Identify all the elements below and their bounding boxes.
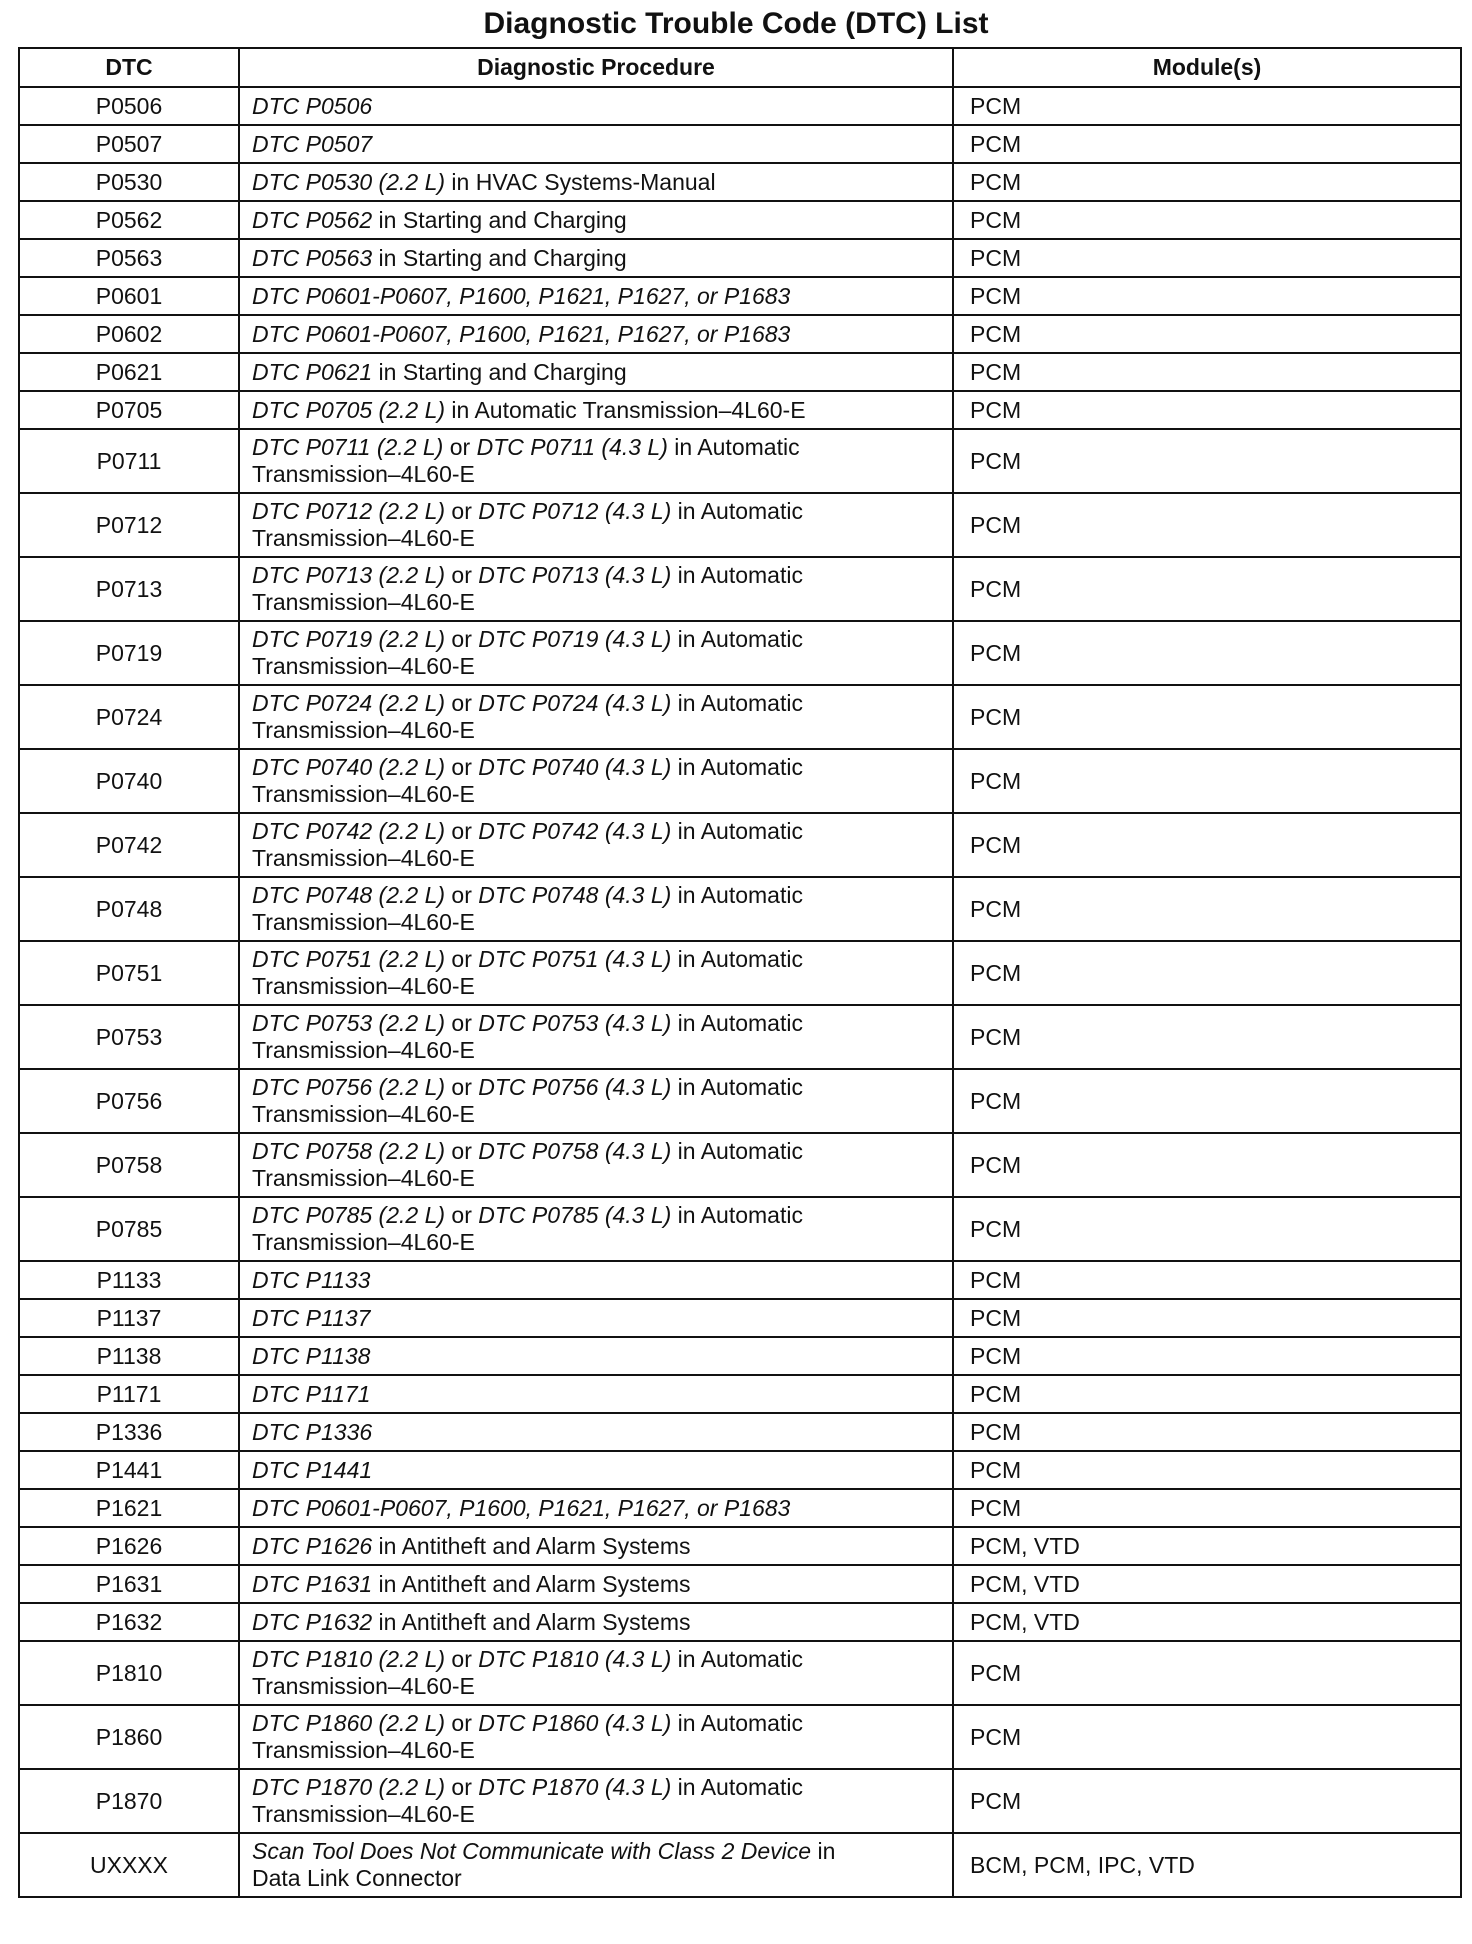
modules-cell: PCM <box>953 125 1461 163</box>
procedure-link-4-3l: DTC P0751 (4.3 L) <box>478 946 672 972</box>
procedure-link: DTC P0507 <box>252 130 373 157</box>
dtc-code-cell: P0506 <box>19 87 239 125</box>
procedure-location-text: Transmission–4L60-E <box>252 973 475 999</box>
procedure-link-4-3l: DTC P0724 (4.3 L) <box>478 690 672 716</box>
procedure-location-text: Transmission–4L60-E <box>252 1165 475 1191</box>
procedure-link-2-2l: DTC P1870 (2.2 L) <box>252 1774 446 1800</box>
dtc-code-cell: P0753 <box>19 1005 239 1069</box>
procedure-location-text: Transmission–4L60-E <box>252 1101 475 1127</box>
modules-cell: PCM <box>953 1641 1461 1705</box>
dtc-code-cell: P0748 <box>19 877 239 941</box>
procedure-location-text: Transmission–4L60-E <box>252 717 475 743</box>
modules-cell: PCM <box>953 239 1461 277</box>
procedure-link: DTC P0530 (2.2 L) <box>252 168 446 195</box>
procedure-location-text: Transmission–4L60-E <box>252 909 475 935</box>
dtc-code-cell: P0562 <box>19 201 239 239</box>
modules-cell: PCM <box>953 1451 1461 1489</box>
diagnostic-procedure-cell <box>239 1565 953 1603</box>
dtc-code-cell: P1336 <box>19 1413 239 1451</box>
diagnostic-procedure-cell <box>239 1769 953 1833</box>
procedure-link-2-2l: DTC P0713 (2.2 L) <box>252 562 446 588</box>
modules-cell: PCM <box>953 685 1461 749</box>
modules-cell: PCM <box>953 1705 1461 1769</box>
procedure-link-2-2l: DTC P0758 (2.2 L) <box>252 1138 446 1164</box>
modules-cell: PCM <box>953 749 1461 813</box>
diagnostic-procedure-cell <box>239 315 953 353</box>
procedure-link: DTC P0601-P0607, P1600, P1621, P1627, or P1683 <box>252 1494 791 1521</box>
table-row <box>19 201 1461 239</box>
modules-cell: PCM <box>953 813 1461 877</box>
diagnostic-procedure-cell <box>239 493 953 557</box>
table-row <box>19 1489 1461 1527</box>
procedure-location-text: Transmission–4L60-E <box>252 525 475 551</box>
procedure-link: DTC P0506 <box>252 92 373 119</box>
table-row <box>19 239 1461 277</box>
diagnostic-procedure-cell <box>239 1069 953 1133</box>
procedure-link-4-3l: DTC P0758 (4.3 L) <box>478 1138 672 1164</box>
dtc-code-cell: P0530 <box>19 163 239 201</box>
procedure-or-text: or <box>445 946 479 972</box>
procedure-link-4-3l: DTC P0756 (4.3 L) <box>478 1074 672 1100</box>
procedure-location-text: in Automatic <box>671 1074 803 1100</box>
dtc-code-cell: P1171 <box>19 1375 239 1413</box>
procedure-or-text: or <box>445 626 479 652</box>
modules-cell: PCM <box>953 1133 1461 1197</box>
diagnostic-procedure-cell <box>239 1133 953 1197</box>
procedure-link: DTC P0601-P0607, P1600, P1621, P1627, or P1683 <box>252 282 791 309</box>
diagnostic-procedure-cell <box>239 685 953 749</box>
diagnostic-procedure-cell <box>239 1375 953 1413</box>
procedure-location-text: in <box>811 1838 836 1864</box>
procedure-link-4-3l: DTC P0742 (4.3 L) <box>478 818 672 844</box>
table-row <box>19 1197 1461 1261</box>
procedure-link: DTC P1441 <box>252 1456 373 1483</box>
modules-cell: PCM <box>953 1413 1461 1451</box>
diagnostic-procedure-cell <box>239 87 953 125</box>
procedure-link-4-3l: DTC P0740 (4.3 L) <box>478 754 672 780</box>
table-row <box>19 557 1461 621</box>
modules-cell: PCM <box>953 1769 1461 1833</box>
procedure-link-4-3l: DTC P1870 (4.3 L) <box>478 1774 672 1800</box>
procedure-location-text: Transmission–4L60-E <box>252 1801 475 1827</box>
modules-cell: PCM, VTD <box>953 1603 1461 1641</box>
diagnostic-procedure-cell <box>239 1451 953 1489</box>
header-modules: Module(s) <box>953 48 1461 87</box>
procedure-location-text: Transmission–4L60-E <box>252 589 475 615</box>
procedure-link-4-3l: DTC P0785 (4.3 L) <box>478 1202 672 1228</box>
procedure-location-text: in Automatic <box>671 882 803 908</box>
procedure-link-2-2l: DTC P0753 (2.2 L) <box>252 1010 446 1036</box>
procedure-link: DTC P1626 <box>252 1532 373 1559</box>
modules-cell: PCM <box>953 1005 1461 1069</box>
procedure-location-text: in Automatic <box>671 1646 803 1672</box>
diagnostic-procedure-cell <box>239 877 953 941</box>
modules-cell: PCM <box>953 163 1461 201</box>
procedure-link: DTC P1336 <box>252 1418 373 1445</box>
modules-cell: PCM <box>953 429 1461 493</box>
diagnostic-procedure-cell <box>239 1337 953 1375</box>
dtc-code-cell: P1631 <box>19 1565 239 1603</box>
table-row <box>19 163 1461 201</box>
procedure-link-2-2l: DTC P0785 (2.2 L) <box>252 1202 446 1228</box>
table-row <box>19 1413 1461 1451</box>
procedure-link: Scan Tool Does Not Communicate with Class 2 Device <box>252 1838 812 1864</box>
table-row <box>19 125 1461 163</box>
procedure-location-text: Data Link Connector <box>252 1865 462 1891</box>
procedure-location-text: in Automatic <box>671 1710 803 1736</box>
dtc-code-cell: P0719 <box>19 621 239 685</box>
modules-cell: PCM <box>953 941 1461 1005</box>
diagnostic-procedure-cell <box>239 239 953 277</box>
table-row <box>19 941 1461 1005</box>
diagnostic-procedure-cell <box>239 1641 953 1705</box>
diagnostic-procedure-cell <box>239 429 953 493</box>
table-row <box>19 749 1461 813</box>
table-row <box>19 493 1461 557</box>
procedure-link: DTC P1138 <box>252 1342 371 1369</box>
procedure-link-4-3l: DTC P0712 (4.3 L) <box>478 498 672 524</box>
procedure-or-text: or <box>445 1646 479 1672</box>
modules-cell: PCM <box>953 315 1461 353</box>
modules-cell: PCM, VTD <box>953 1565 1461 1603</box>
dtc-code-cell: P0724 <box>19 685 239 749</box>
dtc-code-cell: P1860 <box>19 1705 239 1769</box>
modules-cell: PCM <box>953 557 1461 621</box>
dtc-code-cell: P0621 <box>19 353 239 391</box>
procedure-location-text: Transmission–4L60-E <box>252 1229 475 1255</box>
procedure-location-text: Transmission–4L60-E <box>252 653 475 679</box>
procedure-link-2-2l: DTC P0756 (2.2 L) <box>252 1074 446 1100</box>
procedure-link-2-2l: DTC P0712 (2.2 L) <box>252 498 446 524</box>
modules-cell: PCM <box>953 87 1461 125</box>
dtc-code-cell: P0507 <box>19 125 239 163</box>
table-row <box>19 87 1461 125</box>
procedure-or-text: or <box>445 1074 479 1100</box>
diagnostic-procedure-cell <box>239 621 953 685</box>
dtc-code-cell: P0740 <box>19 749 239 813</box>
dtc-code-cell: P1137 <box>19 1299 239 1337</box>
dtc-code-cell: P1133 <box>19 1261 239 1299</box>
procedure-location-text: in Starting and Charging <box>372 358 627 385</box>
modules-cell: PCM <box>953 391 1461 429</box>
modules-cell: PCM <box>953 1261 1461 1299</box>
modules-cell: BCM, PCM, IPC, VTD <box>953 1833 1461 1897</box>
modules-cell: PCM <box>953 1299 1461 1337</box>
modules-cell: PCM <box>953 621 1461 685</box>
procedure-location-text: in Automatic <box>667 434 800 460</box>
procedure-link: DTC P0562 <box>252 206 373 233</box>
dtc-code-cell: P0602 <box>19 315 239 353</box>
procedure-location-text: Transmission–4L60-E <box>252 781 475 807</box>
procedure-location-text: in Automatic <box>671 754 803 780</box>
diagnostic-procedure-cell <box>239 813 953 877</box>
dtc-code-cell: P1632 <box>19 1603 239 1641</box>
procedure-link-4-3l: DTC P0753 (4.3 L) <box>478 1010 672 1036</box>
diagnostic-procedure-cell <box>239 125 953 163</box>
procedure-location-text: in Automatic <box>671 1010 803 1036</box>
dtc-code-cell: P1441 <box>19 1451 239 1489</box>
procedure-link: DTC P1133 <box>252 1266 371 1293</box>
procedure-link-4-3l: DTC P0711 (4.3 L) <box>476 434 668 460</box>
procedure-link-2-2l: DTC P1810 (2.2 L) <box>252 1646 446 1672</box>
procedure-location-text: in Automatic <box>671 1202 803 1228</box>
procedure-location-text: Transmission–4L60-E <box>252 1673 475 1699</box>
diagnostic-procedure-cell <box>239 1261 953 1299</box>
procedure-link-4-3l: DTC P1810 (4.3 L) <box>478 1646 672 1672</box>
procedure-link-2-2l: DTC P0751 (2.2 L) <box>252 946 446 972</box>
procedure-link-4-3l: DTC P1860 (4.3 L) <box>478 1710 672 1736</box>
dtc-code-cell: P1621 <box>19 1489 239 1527</box>
dtc-code-cell: P0785 <box>19 1197 239 1261</box>
dtc-code-cell: P1138 <box>19 1337 239 1375</box>
procedure-location-text: in Automatic <box>671 946 803 972</box>
table-row <box>19 1705 1461 1769</box>
procedure-or-text: or <box>445 818 479 844</box>
procedure-link: DTC P0563 <box>252 244 373 271</box>
modules-cell: PCM <box>953 277 1461 315</box>
procedure-location-text: in Automatic Transmission–4L60-E <box>445 396 806 423</box>
procedure-location-text: in Antitheft and Alarm Systems <box>372 1532 691 1559</box>
dtc-code-cell: P0601 <box>19 277 239 315</box>
modules-cell: PCM <box>953 201 1461 239</box>
table-row <box>19 1833 1461 1897</box>
table-row <box>19 1069 1461 1133</box>
table-row <box>19 877 1461 941</box>
procedure-link: DTC P0705 (2.2 L) <box>252 396 446 423</box>
procedure-location-text: in HVAC Systems-Manual <box>445 168 716 195</box>
table-row <box>19 1603 1461 1641</box>
diagnostic-procedure-cell <box>239 201 953 239</box>
diagnostic-procedure-cell <box>239 353 953 391</box>
procedure-link-2-2l: DTC P0740 (2.2 L) <box>252 754 446 780</box>
diagnostic-procedure-cell <box>239 1005 953 1069</box>
table-row <box>19 1527 1461 1565</box>
table-row <box>19 1565 1461 1603</box>
procedure-link-4-3l: DTC P0719 (4.3 L) <box>478 626 672 652</box>
procedure-link-2-2l: DTC P0719 (2.2 L) <box>252 626 446 652</box>
dtc-code-cell: P0756 <box>19 1069 239 1133</box>
dtc-code-cell: P0751 <box>19 941 239 1005</box>
procedure-link: DTC P1632 <box>252 1608 373 1635</box>
modules-cell: PCM <box>953 1489 1461 1527</box>
table-row <box>19 277 1461 315</box>
diagnostic-procedure-cell <box>239 1413 953 1451</box>
header-procedure: Diagnostic Procedure <box>239 48 953 87</box>
procedure-location-text: in Automatic <box>671 818 803 844</box>
procedure-location-text: in Automatic <box>671 1138 803 1164</box>
diagnostic-procedure-cell <box>239 391 953 429</box>
procedure-or-text: or <box>445 498 479 524</box>
procedure-or-text: or <box>445 1710 479 1736</box>
table-row <box>19 685 1461 749</box>
procedure-or-text: or <box>445 1138 479 1164</box>
procedure-or-text: or <box>445 690 479 716</box>
procedure-location-text: in Antitheft and Alarm Systems <box>372 1608 691 1635</box>
diagnostic-procedure-cell <box>239 1299 953 1337</box>
dtc-code-cell: P0563 <box>19 239 239 277</box>
procedure-location-text: Transmission–4L60-E <box>252 1037 475 1063</box>
table-row <box>19 1375 1461 1413</box>
procedure-link-2-2l: DTC P1860 (2.2 L) <box>252 1710 446 1736</box>
diagnostic-procedure-cell <box>239 163 953 201</box>
diagnostic-procedure-cell <box>239 1603 953 1641</box>
procedure-location-text: Transmission–4L60-E <box>252 461 475 487</box>
procedure-location-text: in Starting and Charging <box>372 244 627 271</box>
modules-cell: PCM <box>953 1197 1461 1261</box>
table-row <box>19 1005 1461 1069</box>
modules-cell: PCM <box>953 493 1461 557</box>
table-row <box>19 1261 1461 1299</box>
procedure-or-text: or <box>445 754 479 780</box>
procedure-location-text: in Automatic <box>671 1774 803 1800</box>
procedure-or-text: or <box>443 434 477 460</box>
modules-cell: PCM <box>953 1337 1461 1375</box>
table-body <box>19 87 1461 1897</box>
procedure-location-text: in Starting and Charging <box>372 206 627 233</box>
table-row <box>19 1641 1461 1705</box>
modules-cell: PCM <box>953 877 1461 941</box>
table-row <box>19 1337 1461 1375</box>
procedure-location-text: in Automatic <box>671 562 803 588</box>
dtc-code-cell: P1870 <box>19 1769 239 1833</box>
table-row <box>19 353 1461 391</box>
procedure-or-text: or <box>445 882 479 908</box>
diagnostic-procedure-cell <box>239 1705 953 1769</box>
table-row <box>19 1133 1461 1197</box>
dtc-table <box>18 47 1462 1898</box>
modules-cell: PCM, VTD <box>953 1527 1461 1565</box>
diagnostic-procedure-cell <box>239 557 953 621</box>
dtc-code-cell: P0705 <box>19 391 239 429</box>
dtc-code-cell: P0712 <box>19 493 239 557</box>
procedure-link: DTC P0601-P0607, P1600, P1621, P1627, or P1683 <box>252 320 791 347</box>
diagnostic-procedure-cell <box>239 749 953 813</box>
dtc-code-cell: P1810 <box>19 1641 239 1705</box>
procedure-link-2-2l: DTC P0742 (2.2 L) <box>252 818 446 844</box>
procedure-location-text: in Automatic <box>671 626 803 652</box>
diagnostic-procedure-cell <box>239 1489 953 1527</box>
procedure-link-4-3l: DTC P0748 (4.3 L) <box>478 882 672 908</box>
procedure-location-text: Transmission–4L60-E <box>252 845 475 871</box>
procedure-or-text: or <box>445 1010 479 1036</box>
dtc-code-cell: UXXXX <box>19 1833 239 1897</box>
procedure-link-2-2l: DTC P0711 (2.2 L) <box>252 434 444 460</box>
dtc-code-cell: P0758 <box>19 1133 239 1197</box>
table-row <box>19 315 1461 353</box>
procedure-or-text: or <box>445 1774 479 1800</box>
diagnostic-procedure-cell <box>239 1197 953 1261</box>
modules-cell: PCM <box>953 353 1461 391</box>
procedure-location-text: Transmission–4L60-E <box>252 1737 475 1763</box>
modules-cell: PCM <box>953 1375 1461 1413</box>
diagnostic-procedure-cell <box>239 1833 953 1897</box>
modules-cell: PCM <box>953 1069 1461 1133</box>
dtc-code-cell: P0711 <box>19 429 239 493</box>
table-row <box>19 813 1461 877</box>
table-header-row <box>19 48 1461 87</box>
procedure-location-text: in Automatic <box>671 498 803 524</box>
header-dtc: DTC <box>19 48 239 87</box>
table-row <box>19 1299 1461 1337</box>
procedure-link-4-3l: DTC P0713 (4.3 L) <box>478 562 672 588</box>
table-row <box>19 1451 1461 1489</box>
table-row <box>19 429 1461 493</box>
procedure-link-2-2l: DTC P0748 (2.2 L) <box>252 882 446 908</box>
procedure-or-text: or <box>445 562 479 588</box>
procedure-link: DTC P1631 <box>252 1570 373 1597</box>
dtc-code-cell: P1626 <box>19 1527 239 1565</box>
table-row <box>19 621 1461 685</box>
procedure-link: DTC P0621 <box>252 358 373 385</box>
diagnostic-procedure-cell <box>239 1527 953 1565</box>
page-title: Diagnostic Trouble Code (DTC) List <box>483 7 989 40</box>
procedure-link-2-2l: DTC P0724 (2.2 L) <box>252 690 446 716</box>
dtc-code-cell: P0713 <box>19 557 239 621</box>
procedure-or-text: or <box>445 1202 479 1228</box>
table-row <box>19 391 1461 429</box>
procedure-location-text: in Automatic <box>671 690 803 716</box>
diagnostic-procedure-cell <box>239 941 953 1005</box>
procedure-link: DTC P1137 <box>252 1304 371 1331</box>
table-row <box>19 1769 1461 1833</box>
dtc-code-cell: P0742 <box>19 813 239 877</box>
procedure-location-text: in Antitheft and Alarm Systems <box>372 1570 691 1597</box>
procedure-link: DTC P1171 <box>252 1380 371 1407</box>
diagnostic-procedure-cell <box>239 277 953 315</box>
